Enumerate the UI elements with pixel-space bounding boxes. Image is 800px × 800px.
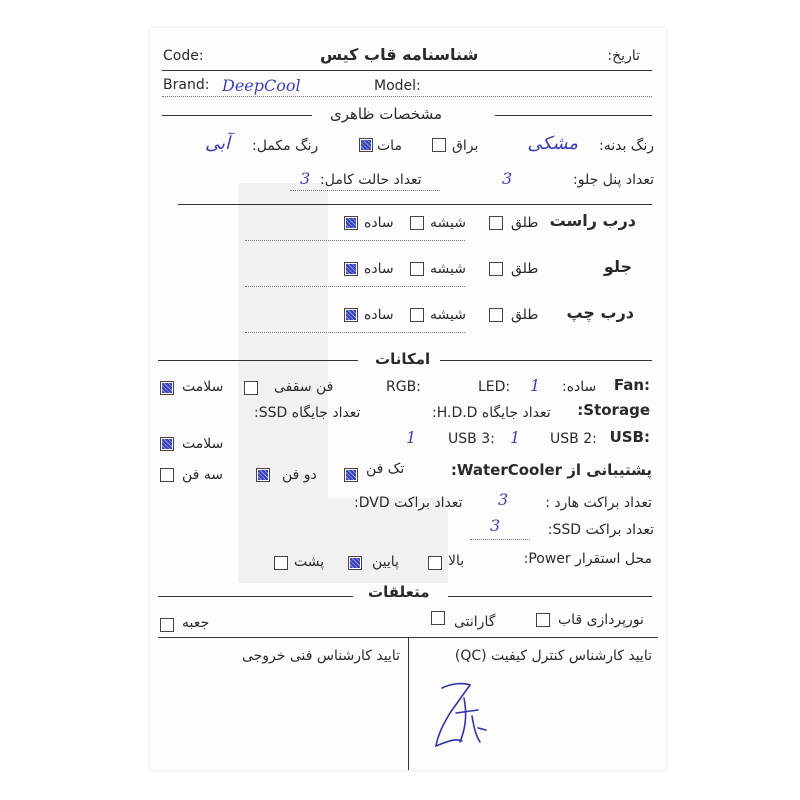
mesh-checkbox[interactable] — [489, 262, 503, 276]
rgb-label: RGB: — [386, 379, 421, 395]
storage-label: Storage: — [577, 401, 650, 419]
accessories-title: متعلقات — [368, 583, 430, 601]
hdd-bracket-value: 3 — [498, 490, 509, 509]
two-fan-label: دو فن — [282, 467, 317, 483]
watercooler-label: پشتیبانی از WaterCooler: — [450, 461, 652, 479]
plain-label: ساده — [364, 261, 394, 277]
lighting-label: نورپردازی قاب — [558, 612, 644, 628]
mesh-label: طلق — [511, 307, 539, 323]
body-color-label: رنگ بدنه: — [598, 138, 654, 154]
led-label: LED: — [478, 379, 511, 395]
back-label: پشت — [294, 554, 325, 570]
glass-label: شیشه — [430, 215, 466, 231]
dotted-line — [245, 240, 465, 241]
glass-label: شیشه — [430, 307, 466, 323]
usb2-value: 1 — [510, 428, 521, 447]
brand-value: DeepCool — [222, 76, 301, 95]
usb-healthy-checkbox[interactable] — [160, 437, 174, 451]
dotted-line — [162, 96, 652, 97]
plain-label: ساده — [364, 307, 394, 323]
divider — [158, 596, 353, 597]
divider — [408, 637, 409, 770]
bottom-checkbox[interactable] — [348, 556, 362, 570]
power-label: محل استقرار Power: — [523, 551, 652, 567]
dotted-line — [290, 190, 440, 191]
page-title: شناسنامه قاب کیس — [320, 45, 479, 64]
box-label: جعبه — [182, 615, 210, 631]
glossy-checkbox[interactable] — [432, 138, 446, 152]
fan-plain-label: ساده: — [562, 379, 597, 395]
panel-row-label: درب راست — [549, 211, 636, 230]
full-modes-label: تعداد حالت کامل: — [320, 172, 422, 188]
panel-row-label: درب چپ — [566, 303, 634, 322]
fan-plain-value: 1 — [530, 376, 541, 395]
warranty-label: گارانتی — [454, 614, 496, 630]
mesh-checkbox[interactable] — [489, 216, 503, 230]
panel-row-label: جلو — [603, 257, 632, 276]
fan-label: Fan: — [613, 376, 650, 394]
glass-checkbox[interactable] — [410, 262, 424, 276]
glass-checkbox[interactable] — [410, 308, 424, 322]
accent-color-value: آبی — [205, 133, 231, 154]
matte-label: مات — [377, 138, 402, 154]
usb-label: USB: — [609, 428, 650, 446]
hdd-label: تعداد جایگاه H.D.D: — [432, 405, 551, 421]
plain-checkbox[interactable] — [344, 262, 358, 276]
divider — [448, 596, 652, 597]
divider — [495, 115, 652, 116]
features-title: امکانات — [375, 350, 431, 368]
signature — [420, 668, 500, 756]
box-checkbox[interactable] — [160, 618, 174, 632]
divider — [158, 360, 358, 361]
appearance-title: مشخصات ظاهری — [330, 105, 443, 123]
one-fan-label: تک فن — [366, 461, 405, 477]
full-modes-value: 3 — [300, 169, 311, 188]
mesh-checkbox[interactable] — [489, 308, 503, 322]
top-checkbox[interactable] — [428, 556, 442, 570]
glass-label: شیشه — [430, 261, 466, 277]
divider — [162, 70, 652, 71]
brand-label: Brand: — [163, 77, 210, 93]
mesh-label: طلق — [511, 215, 539, 231]
roof-fan-label: فن سقفی — [274, 379, 334, 395]
ssd-bracket-label: تعداد براکت SSD: — [547, 522, 654, 538]
date-label: تاریخ: — [607, 48, 640, 64]
back-checkbox[interactable] — [274, 556, 288, 570]
plain-checkbox[interactable] — [344, 216, 358, 230]
divider — [162, 115, 312, 116]
front-panels-label: تعداد پنل جلو: — [573, 172, 654, 188]
hdd-bracket-label: تعداد براکت هارد : — [545, 495, 652, 511]
usb3-label: USB 3: — [448, 431, 495, 447]
fan-healthy-checkbox[interactable] — [160, 381, 174, 395]
two-fan-checkbox[interactable] — [256, 468, 270, 482]
one-fan-checkbox[interactable] — [344, 468, 358, 482]
usb2-label: USB 2: — [550, 431, 597, 447]
front-panels-value: 3 — [502, 169, 513, 188]
top-label: بالا — [448, 553, 465, 569]
tech-label: تایید کارشناس فنی خروجی — [241, 648, 400, 664]
plain-checkbox[interactable] — [344, 308, 358, 322]
ssd-bracket-value: 3 — [490, 516, 501, 535]
dotted-line — [245, 332, 465, 333]
dvd-bracket-label: تعداد براکت DVD: — [354, 495, 463, 511]
plain-label: ساده — [364, 215, 394, 231]
glossy-label: براق — [452, 138, 479, 154]
three-fan-checkbox[interactable] — [160, 468, 174, 482]
divider — [440, 360, 652, 361]
qc-label: تایید کارشناس کنترل کیفیت (QC) — [454, 648, 652, 664]
model-label: Model: — [374, 78, 421, 94]
body-color-value: مشکی — [527, 133, 578, 154]
document-page — [150, 28, 666, 770]
code-label: Code: — [163, 48, 204, 64]
mesh-label: طلق — [511, 261, 539, 277]
lighting-checkbox[interactable] — [536, 613, 550, 627]
usb-healthy-label: سلامت — [182, 436, 224, 452]
accent-color-label: رنگ مکمل: — [252, 138, 319, 154]
fan-healthy-label: سلامت — [182, 379, 224, 395]
warranty-checkbox[interactable] — [431, 611, 445, 625]
divider — [178, 204, 652, 205]
glass-checkbox[interactable] — [410, 216, 424, 230]
dotted-line — [470, 539, 530, 540]
bottom-label: پایین — [372, 554, 399, 570]
dotted-line — [245, 286, 465, 287]
roof-fan-checkbox[interactable] — [244, 381, 258, 395]
ssd-label: تعداد جایگاه SSD: — [254, 405, 361, 421]
three-fan-label: سه فن — [182, 467, 224, 483]
matte-checkbox[interactable] — [359, 138, 373, 152]
usb3-value: 1 — [406, 428, 417, 447]
